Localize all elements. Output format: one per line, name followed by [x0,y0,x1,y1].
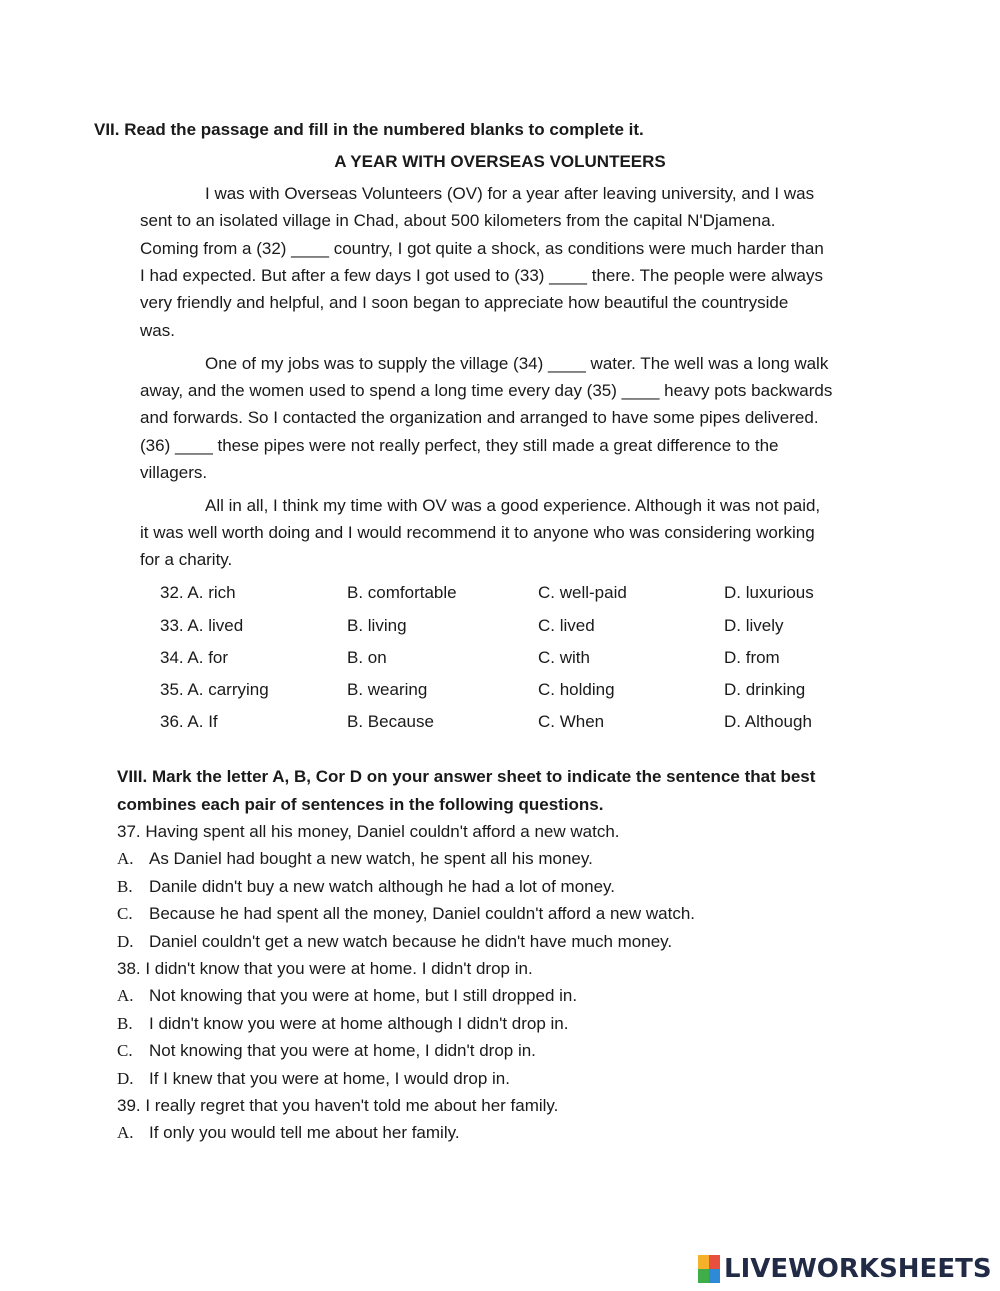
answer-option[interactable] [117,903,695,925]
option-text: Daniel couldn't get a new watch because he didn't have much money. [149,932,673,951]
answer-option[interactable] [117,931,672,953]
option-c[interactable]: C. holding [538,680,615,699]
option-text: As Daniel had bought a new watch, he spent all his money. [149,849,593,868]
answer-option[interactable] [117,876,615,898]
section-7-heading: VII. Read the passage and fill in the numbered blanks to complete it. [94,120,644,139]
answer-option[interactable] [117,985,577,1007]
option-c[interactable]: C. When [538,712,605,731]
passage-line: (36) ____ these pipes were not really perfect, they still made a great difference to the [140,436,779,455]
passage-line: very friendly and helpful, and I soon began to appreciate how beautiful the countryside [140,293,789,312]
option-c[interactable]: C. well-paid [538,583,627,602]
logo-grid-icon [698,1255,720,1283]
option-b[interactable]: B. wearing [347,680,428,699]
option-a[interactable]: 32. A. rich [160,583,236,602]
answer-option[interactable] [117,848,593,870]
option-letter: A. [117,1123,134,1142]
passage-line: it was well worth doing and I would recommend it to anyone who was considering working [140,523,815,542]
option-text: Because he had spent all the money, Daniel couldn't afford a new watch. [149,904,696,923]
passage-line: I had expected. But after a few days I got used to (33) ____ there. The people were always [140,266,823,285]
logo-square [709,1255,720,1269]
option-d[interactable]: D. luxurious [724,583,814,602]
option-letter: A. [117,986,134,1005]
option-text: Not knowing that you were at home, I didn't drop in. [149,1041,536,1060]
option-text: Danile didn't buy a new watch although he had a lot of money. [149,877,616,896]
option-letter: A. [117,849,134,868]
liveworksheets-logo[interactable] [698,1252,992,1286]
option-text: I didn't know you were at home although I didn't drop in. [149,1014,569,1033]
passage-line: for a charity. [140,550,233,569]
option-d[interactable]: D. from [724,648,780,667]
logo-square [698,1255,709,1269]
option-text: If only you would tell me about her family. [149,1123,460,1142]
passage-line: One of my jobs was to supply the village (34) ____ water. The well was a long walk [205,354,829,373]
question-stem: 39. I really regret that you haven't told me about her family. [117,1096,559,1115]
passage-line: sent to an isolated village in Chad, about 500 kilometers from the capital N'Djamena. [140,211,776,230]
option-b[interactable]: B. on [347,648,387,667]
logo-text: LIVEWORKSHEETS [724,1254,992,1284]
option-c[interactable]: C. with [538,648,590,667]
passage-line: was. [140,321,175,340]
section-8-heading-cont: combines each pair of sentences in the following questions. [117,795,604,814]
section-8-heading: VIII. Mark the letter A, B, Cor D on your answer sheet to indicate the sentence that best [117,767,816,786]
passage-line: away, and the women used to spend a long time every day (35) ____ heavy pots backwards [140,381,833,400]
passage-line: and forwards. So I contacted the organization and arranged to have some pipes delivered. [140,408,819,427]
option-letter: B. [117,1014,133,1033]
option-b[interactable]: B. comfortable [347,583,457,602]
answer-option[interactable] [117,1068,510,1090]
option-letter: C. [117,904,133,923]
option-letter: D. [117,1069,134,1088]
option-text: If I knew that you were at home, I would drop in. [149,1069,510,1088]
option-a[interactable]: 33. A. lived [160,616,244,635]
option-a[interactable]: 35. A. carrying [160,680,269,699]
answer-option[interactable] [117,1040,536,1062]
option-letter: B. [117,877,133,896]
question-stem: 38. I didn't know that you were at home. I didn't drop in. [117,959,533,978]
passage-line: I was with Overseas Volunteers (OV) for a year after leaving university, and I was [205,184,815,203]
option-d[interactable]: D. Although [724,712,812,731]
option-text: Not knowing that you were at home, but I still dropped in. [149,986,578,1005]
passage-line: All in all, I think my time with OV was a good experience. Although it was not paid, [205,496,821,515]
answer-option[interactable] [117,1122,460,1144]
option-b[interactable]: B. living [347,616,407,635]
answer-option[interactable] [117,1013,568,1035]
option-d[interactable]: D. drinking [724,680,806,699]
option-d[interactable]: D. lively [724,616,784,635]
logo-square [709,1269,720,1283]
option-a[interactable]: 34. A. for [160,648,229,667]
question-stem: 37. Having spent all his money, Daniel couldn't afford a new watch. [117,822,620,841]
passage-line: Coming from a (32) ____ country, I got quite a shock, as conditions were much harder than [140,239,824,258]
logo-square [698,1269,709,1283]
passage-line: villagers. [140,463,208,482]
option-letter: D. [117,932,134,951]
option-a[interactable]: 36. A. If [160,712,218,731]
option-b[interactable]: B. Because [347,712,434,731]
option-c[interactable]: C. lived [538,616,595,635]
option-letter: C. [117,1041,133,1060]
passage-title: A YEAR WITH OVERSEAS VOLUNTEERS [334,152,666,171]
